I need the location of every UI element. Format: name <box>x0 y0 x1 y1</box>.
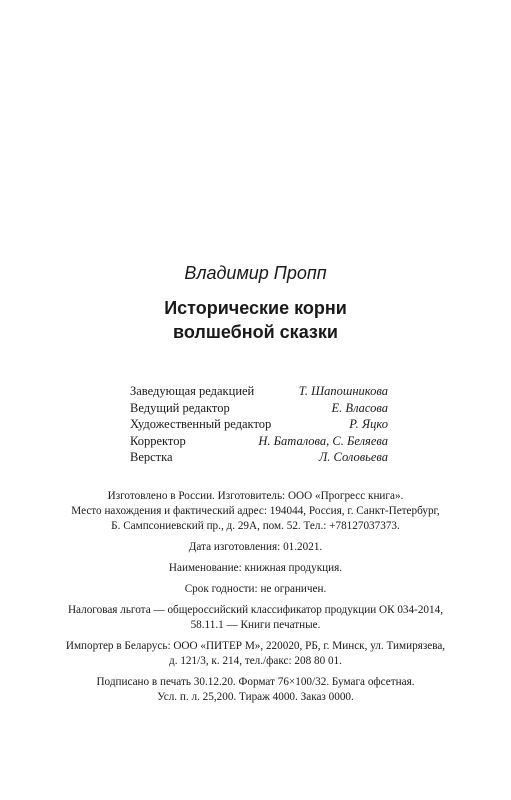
credit-role: Верстка <box>130 450 173 464</box>
imprint-line: Налоговая льгота — общероссийский классификатор продукции ОК 034-2014, <box>67 604 444 616</box>
author-name: Владимир Пропп <box>184 263 327 283</box>
credit-name: Н. Баталова, С. Беляева <box>258 433 388 448</box>
credit-name: Р. Яцко <box>349 417 388 431</box>
credit-row <box>130 400 388 417</box>
imprint-line: Наименование: книжная продукция. <box>168 562 343 574</box>
imprint-print-details <box>50 675 461 705</box>
imprint-date <box>50 540 461 555</box>
imprint-line: Место нахождения и фактический адрес: 194044, Россия, г. Санкт-Петербург, <box>71 505 440 517</box>
credits-list <box>130 383 388 466</box>
credit-name: Т. Шапошникова <box>298 384 388 398</box>
imprint-importer <box>50 639 461 669</box>
imprint-line: Подписано в печать 30.12.20. Формат 76×100/32. Бумага офсетная. <box>96 676 415 688</box>
credit-role: Заведующая редакцией <box>130 384 255 398</box>
credit-name: Л. Соловьева <box>318 450 388 464</box>
imprint-product-name <box>50 561 461 576</box>
imprint-shelf-life <box>50 582 461 597</box>
imprint-line: Срок годности: не ограничен. <box>184 583 327 595</box>
imprint-block <box>50 489 461 711</box>
imprint-line: Дата изготовления: 01.2021. <box>188 541 323 553</box>
credit-row <box>130 416 388 433</box>
credit-role: Художественный редактор <box>130 417 272 431</box>
imprint-line: Изготовлено в России. Изготовитель: ООО «Прогресс книга». <box>107 490 404 502</box>
imprint-line: Б. Сампсониевский пр., д. 29А, пом. 52. Тел.: +78127037373. <box>111 520 400 532</box>
imprint-line: Импортер в Беларусь: ООО «ПИТЕР М», 220020, РБ, г. Минск, ул. Тимирязева, <box>65 640 446 652</box>
credit-role: Корректор <box>130 433 186 448</box>
book-title-line: Исторические корни <box>164 298 347 318</box>
imprint-line: Усл. п. л. 25,200. Тираж 4000. Заказ 0000. <box>157 691 354 703</box>
book-title <box>0 296 511 344</box>
imprint-tax <box>50 603 461 633</box>
credit-name: Е. Власова <box>331 400 388 415</box>
imprint-line: 58.11.1 — Книги печатные. <box>190 619 321 631</box>
credit-role: Ведущий редактор <box>130 400 230 415</box>
credit-row <box>130 383 388 400</box>
imprint-line: д. 121/3, к. 214, тел./факс: 208 80 01. <box>169 655 342 667</box>
credit-row <box>130 449 388 466</box>
book-title-line: волшебной сказки <box>173 322 338 342</box>
imprint-manufacturer <box>50 489 461 534</box>
credit-row <box>130 433 388 450</box>
